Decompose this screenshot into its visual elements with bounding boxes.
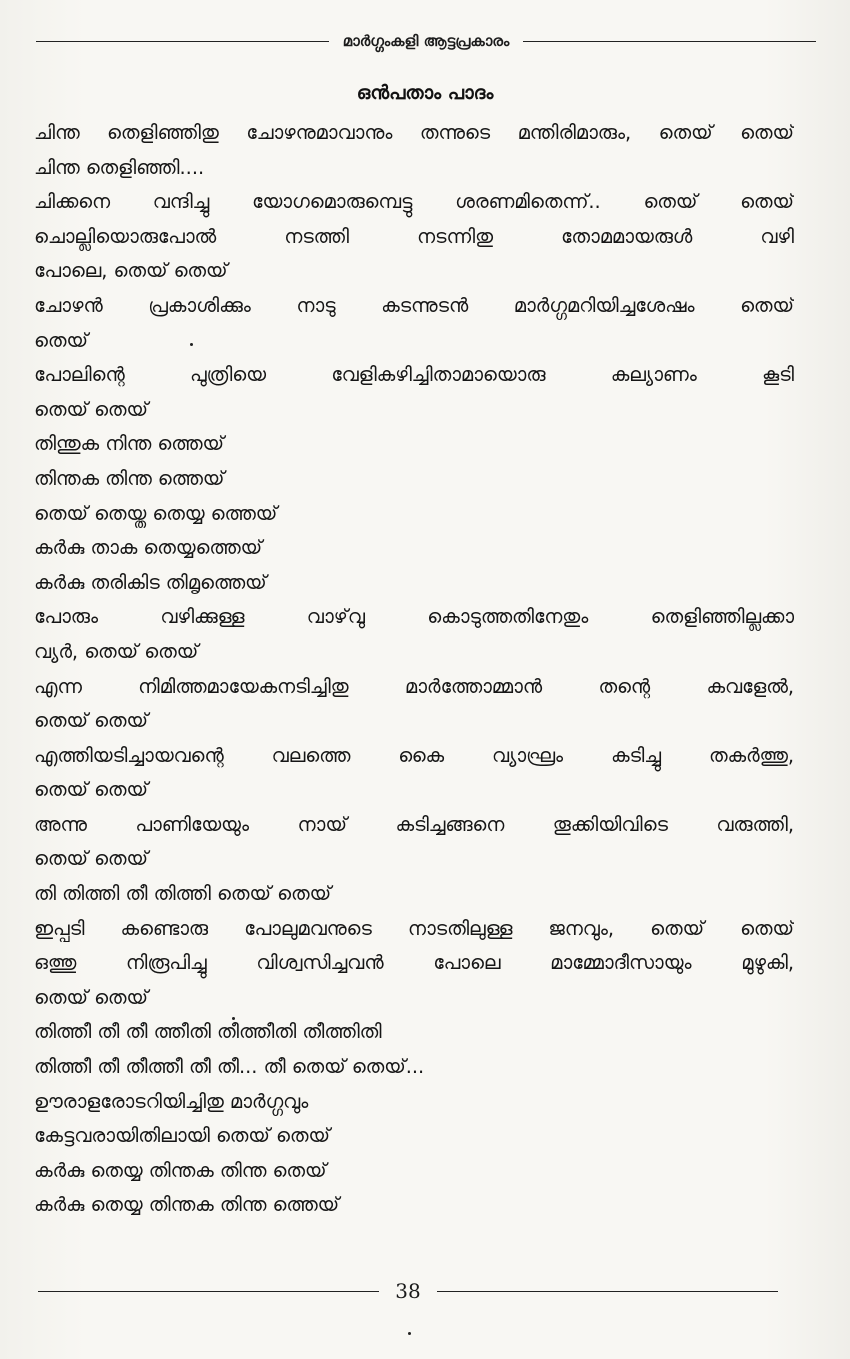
text-line: കർകു താക തെയ്യത്തെയ് (34, 536, 263, 560)
text-line: തെയ് തെയ് (34, 847, 148, 871)
text-line: കർകു തെയ്യ തിന്തക തിന്ത തെയ് (34, 1158, 327, 1182)
text-line: പോലെ, തെയ് തെയ് (34, 259, 228, 283)
text-line: ചോഴൻ പ്രകാശിക്കും നാടു കടന്നുടൻ മാർഗ്ഗമറിയിച്ചശേഷം തെയ് (34, 293, 794, 317)
text-line: കർകു തരികിട തിമൃത്തെയ് (34, 570, 267, 594)
text-line: എത്തിയടിച്ചായവന്റെ വലത്തെ കൈ വ്യാഘ്രം കടിച്ചു തകർത്തു, (34, 743, 794, 767)
text-line: തെയ് തെയ് (34, 778, 148, 802)
page-number: 38 (395, 1279, 421, 1303)
header-rule-left (36, 41, 329, 42)
text-line: ഒത്തു നിരൂപിച്ചു വിശ്വസിച്ചവൻ പോലെ മാമ്മോദീസായും മുഴുകി, (34, 951, 794, 975)
text-line: ഇപ്പടി കണ്ടൊരു പോലുമവനുടെ നാടതിലുള്ള ജനവും, തെയ് തെയ് (34, 916, 794, 940)
text-line: പോലിന്റെ പുത്രിയെ വേളികഴിച്ചിതാമായൊരു കല്യാണം കൂടി (34, 363, 794, 387)
text-line: തെയ് തെയ്ത തെയ്യ ത്തെയ് (34, 501, 278, 525)
text-line: ചിക്കനെ വന്ദിച്ചു യോഗമൊരുമ്പെട്ടു ശരണമിതെന്ന്.. തെയ് തെയ് (34, 190, 794, 214)
text-line: എന്ന നിമിത്തമായേകനടിച്ചിതു മാർത്തോമ്മാൻ തന്റെ കവളേൽ, (34, 674, 794, 698)
text-line: തെയ് (34, 328, 88, 352)
footer-rule-left (38, 1291, 379, 1292)
text-line: തിന്തുക നിന്ത ത്തെയ് (34, 432, 224, 456)
chapter-title: ഒൻപതാം പാദം (356, 82, 494, 104)
text-line: തെയ് തെയ് (34, 709, 148, 733)
text-line: ചൊല്ലിയൊരുപോൽ നടത്തി നടന്നിതു തോമമായരുൾ വഴി (34, 224, 794, 248)
print-speck (190, 343, 193, 346)
text-line: ചിന്ത തെളിഞ്ഞി.... (34, 155, 205, 179)
text-line: പോരും വഴിക്കുള്ള വാഴ്‌വു കൊടുത്തതിനേതും തെളിഞ്ഞില്ലക്കാ (34, 605, 794, 629)
text-line: തെയ് തെയ് (34, 397, 148, 421)
page-footer (38, 1271, 778, 1311)
text-line: അന്നു പാണിയേയും നായ് കടിച്ചങ്ങനെ തൂക്കിയിവിടെ വരുത്തി, (34, 812, 794, 836)
text-line: കർകു തെയ്യ തിന്തക തിന്ത ത്തെയ് (34, 1193, 340, 1217)
text-line: കേട്ടവരായിതിലായി തെയ് തെയ് (34, 1124, 330, 1148)
print-speck (232, 1017, 235, 1020)
song-text (34, 116, 794, 1223)
text-line: തി തിത്തി തീ തിത്തി തെയ് തെയ് (34, 882, 332, 906)
text-line: ചിന്ത തെളിഞ്ഞിതു ചോഴനുമാവാനും തന്നുടെ മന്തിരിമാരും, തെയ് തെയ് (34, 121, 794, 144)
text-line: തെയ് തെയ് (34, 985, 148, 1009)
text-line: ഊരാളരോടറിയിച്ചിതു മാർഗ്ഗവും (34, 1089, 309, 1113)
running-header (36, 26, 816, 56)
text-line: തിന്തക തിന്ത ത്തെയ് (34, 466, 225, 490)
running-header-title: മാർഗ്ഗംകളി ആട്ടപ്രകാരം (342, 32, 510, 50)
text-line: വ്യർ, തെയ് തെയ് (34, 639, 199, 663)
print-speck (408, 1332, 411, 1335)
header-rule-right (523, 41, 816, 42)
footer-rule-right (437, 1291, 778, 1292)
text-line: തിത്തീ തീ തീ ത്തീതി തീത്തീതി തീത്തിതി (34, 1020, 382, 1044)
text-line: തിത്തീ തീ തീത്തീ തീ തീ... തീ തെയ് തെയ്... (34, 1055, 425, 1079)
